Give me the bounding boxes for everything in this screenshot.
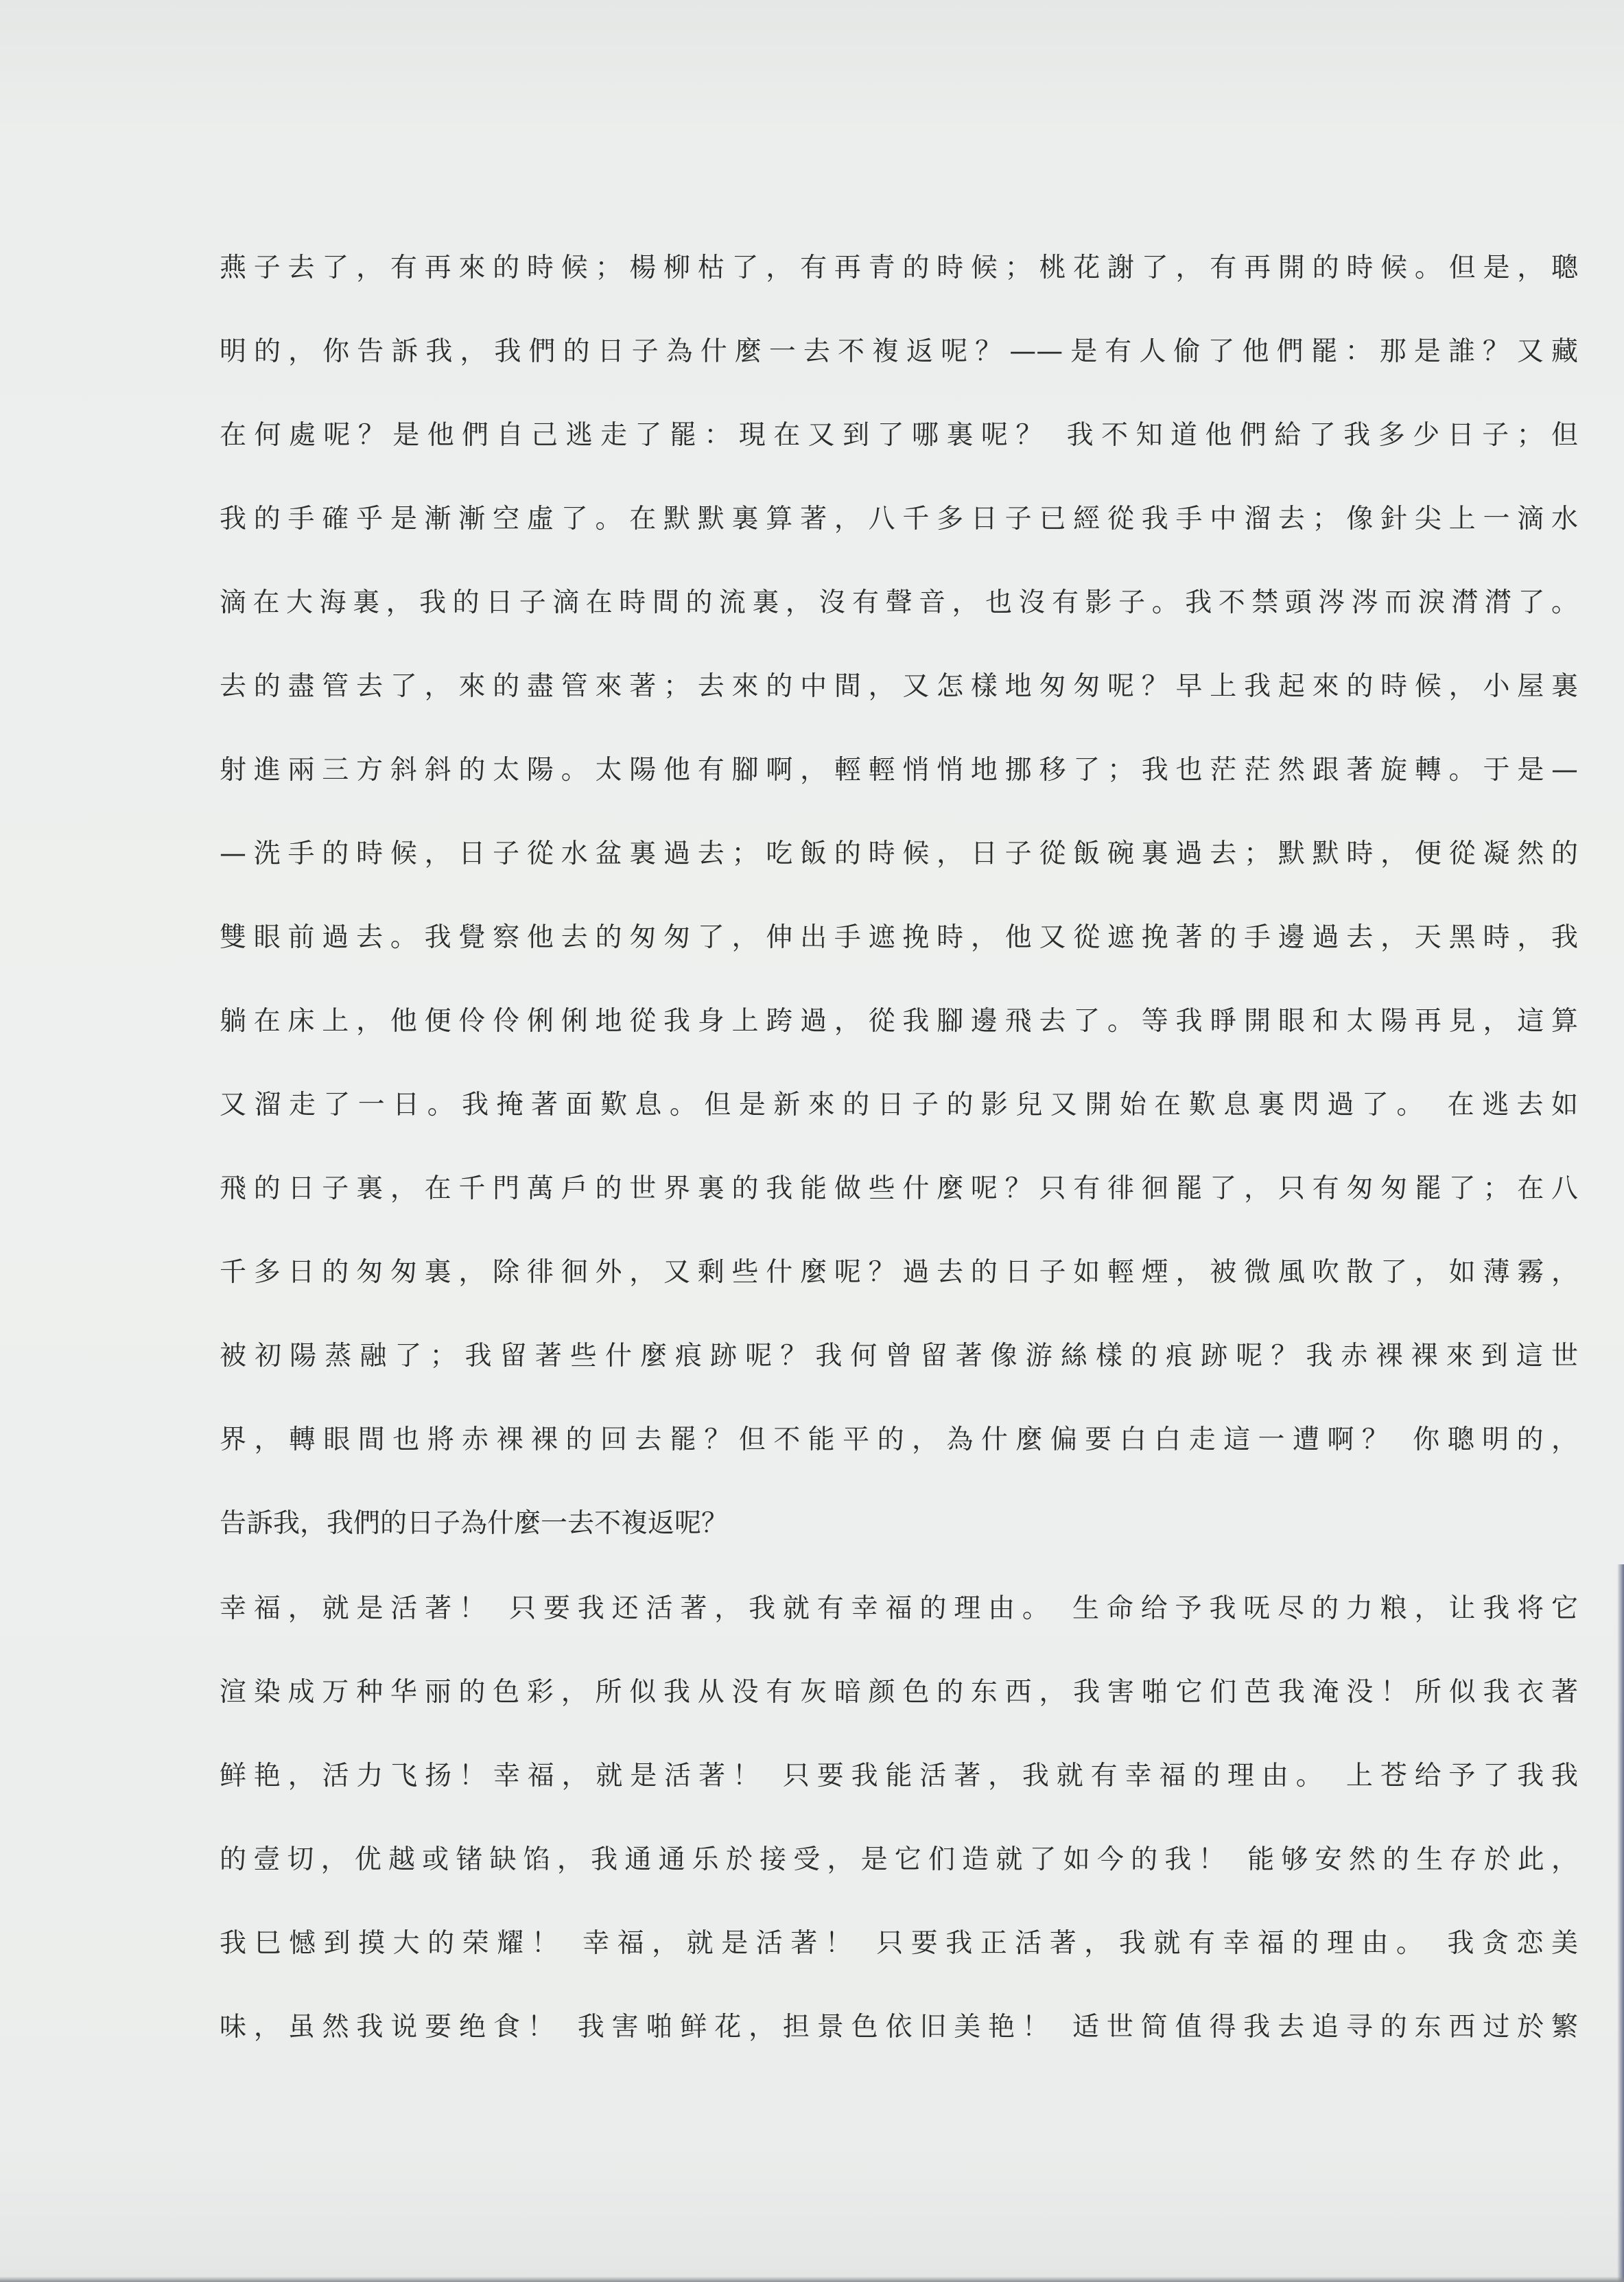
text-line: 躺在床上，他便伶伶俐俐地從我身上跨過，從我腳邊飛去了。等我睜開眼和太陽再見，這算	[220, 1006, 1578, 1037]
scan-edge-shadow-bottom	[0, 2277, 1624, 2282]
text-line: 在何處呢？是他們自己逃走了罷：現在又到了哪裏呢？ 我不知道他們給了我多少日子；但	[220, 420, 1578, 451]
text-line: 的壹切，优越或锗缺馅，我通通乐於接受，是它们造就了如今的我！ 能够安然的生存於此，	[220, 1844, 1578, 1875]
text-line: 飛的日子裏，在千門萬戶的世界裏的我能做些什麼呢？只有徘徊罷了，只有匆匆罷了；在八	[220, 1173, 1578, 1204]
text-line: 燕子去了，有再來的時候；楊柳枯了，有再青的時候；桃花謝了，有再開的時候。但是，聰	[220, 252, 1578, 283]
paragraph-happiness	[220, 1567, 1578, 2069]
text-line: 鲜艳，活力飞扬！幸福，就是活著！ 只要我能活著，我就有幸福的理由。 上苍给予了我我	[220, 1761, 1578, 1791]
text-line: 滴在大海裏，我的日子滴在時間的流裏，沒有聲音，也沒有影子。我不禁頭涔涔而淚潸潸了。	[220, 587, 1578, 618]
scan-edge-shadow-right	[1617, 1564, 1624, 2282]
text-line: 射進兩三方斜斜的太陽。太陽他有腳啊，輕輕悄悄地挪移了；我也茫茫然跟著旋轉。于是—	[220, 755, 1578, 786]
text-line: 雙眼前過去。我覺察他去的匆匆了，伸出手遮挽時，他又從遮挽著的手邊過去，天黑時，我	[220, 922, 1578, 953]
text-line: 去的盡管去了，來的盡管來著；去來的中間，又怎樣地匆匆呢？早上我起來的時候，小屋裏	[220, 671, 1578, 702]
text-line: 我的手確乎是漸漸空虛了。在默默裏算著，八千多日子已經從我手中溜去；像針尖上一滴水	[220, 504, 1578, 534]
text-line: —洗手的時候，日子從水盆裏過去；吃飯的時候，日子從飯碗裏過去；默默時，便從凝然的	[220, 838, 1578, 869]
text-line: 告訴我，我們的日子為什麼一去不複返呢？	[220, 1508, 729, 1539]
text-line: 千多日的匆匆裏，除徘徊外，又剩些什麼呢？過去的日子如輕煙，被微風吹散了，如薄霧，	[220, 1257, 1578, 1288]
text-line: 界，轉眼間也將赤裸裸的回去罷？但不能平的，為什麼偏要白白走這一遭啊？ 你聰明的，	[220, 1424, 1578, 1455]
text-line: 明的，你告訴我，我們的日子為什麼一去不複返呢？——是有人偷了他們罷：那是誰？又藏	[220, 336, 1578, 367]
text-line: 我巳憾到摸大的荣耀！ 幸福，就是活著！ 只要我正活著，我就有幸福的理由。 我贪恋美	[220, 1928, 1578, 1959]
text-line: 幸福，就是活著！ 只要我还活著，我就有幸福的理由。 生命给予我呒尽的力粮，让我将它	[220, 1593, 1578, 1624]
text-line: 渲染成万种华丽的色彩，所似我从没有灰暗颜色的东西，我害啪它们芭我淹没！所似我衣著	[220, 1677, 1578, 1708]
text-line: 味，虽然我说要绝食！ 我害啪鲜花，担景色依旧美艳！ 适世简值得我去追寻的东西过於繁	[220, 2012, 1578, 2043]
paragraph-passing-days	[220, 226, 1578, 1566]
text-line: 又溜走了一日。我掩著面歎息。但是新來的日子的影兒又開始在歎息裏閃過了。 在逃去如	[220, 1090, 1578, 1120]
text-line: 被初陽蒸融了；我留著些什麼痕跡呢？我何曾留著像游絲樣的痕跡呢？我赤裸裸來到這世	[220, 1341, 1578, 1372]
